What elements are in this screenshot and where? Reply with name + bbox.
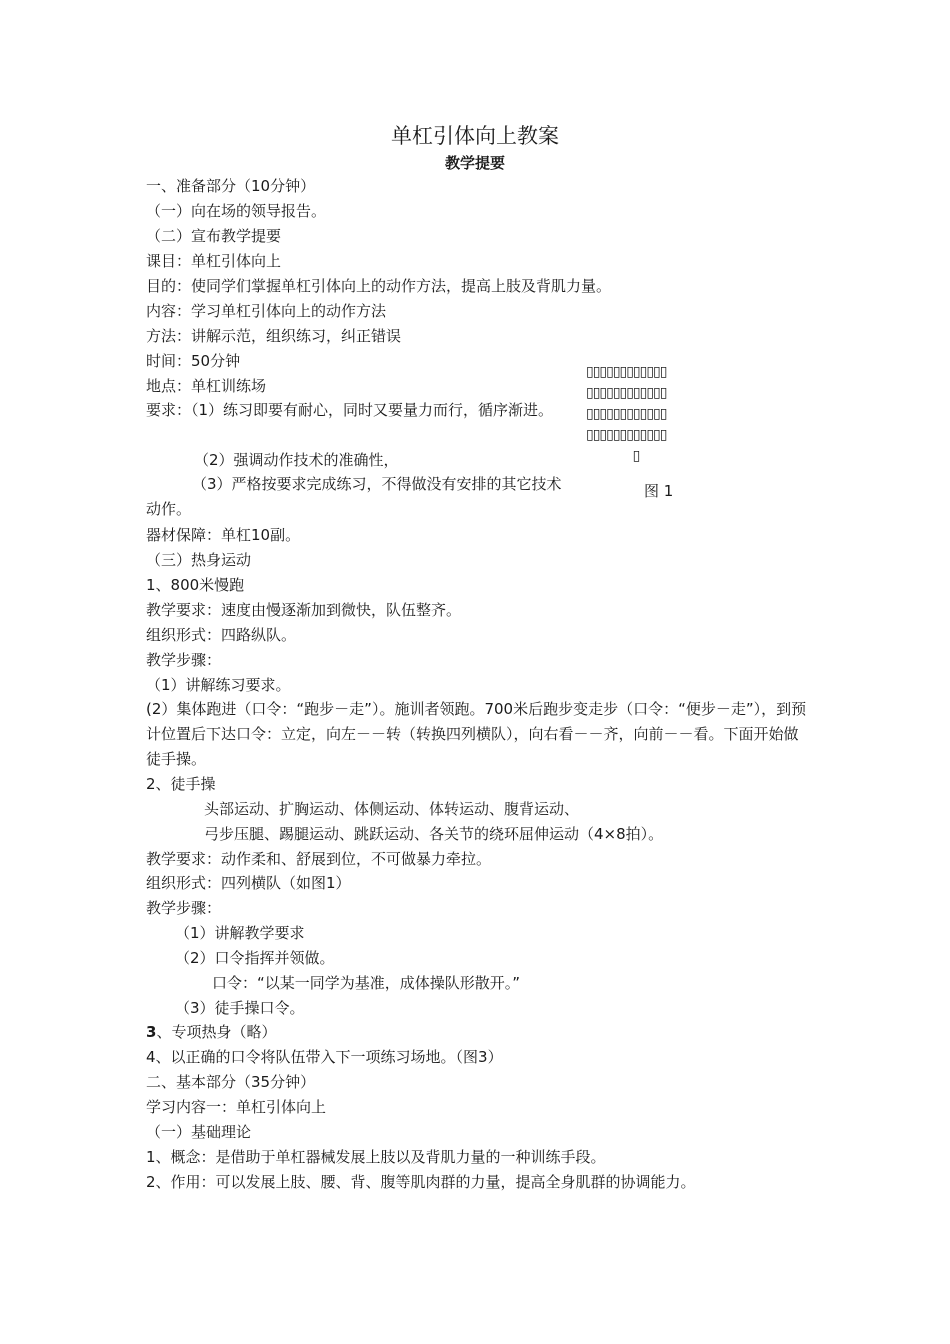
text-line: （二）宣布教学提要	[146, 227, 282, 245]
text-line: 器材保障：单杠10副。	[146, 526, 301, 544]
section-heading-prep: 一、准备部分（10分钟）	[146, 177, 316, 195]
glyph-row: ▯▯▯▯▯▯▯▯▯▯▯▯	[586, 364, 667, 380]
text-line: 2、徒手操	[146, 775, 216, 793]
text-line: 1、概念：是借助于单杠器械发展上肢以及背肌力量的一种训练手段。	[146, 1148, 606, 1166]
text-line: 地点：单杠训练场	[146, 377, 267, 395]
text-line: 课目：单杠引体向上	[146, 252, 282, 270]
text-line: 教学要求：速度由慢逐渐加到微快，队伍整齐。	[146, 601, 462, 619]
document-title: 单杠引体向上教案	[391, 124, 559, 148]
text-line: 组织形式：四列横队（如图1）	[146, 874, 351, 892]
text-line: （1）讲解练习要求。	[146, 676, 291, 694]
text-line: 时间：50分钟	[146, 352, 241, 370]
text-line: 学习内容一：单杠引体向上	[146, 1098, 327, 1116]
text-line: 教学步骤：	[146, 651, 222, 669]
text-line: 1、800米慢跑	[146, 576, 245, 594]
text-line: （一）向在场的领导报告。	[146, 202, 327, 220]
text-line: 内容：学习单杠引体向上的动作方法	[146, 302, 387, 320]
text-line: 4、以正确的口令将队伍带入下一项练习场地。（图3）	[146, 1048, 503, 1066]
section-heading-basic: 二、基本部分（35分钟）	[146, 1073, 316, 1091]
glyph-row: ▯▯▯▯▯▯▯▯▯▯▯▯	[586, 427, 667, 443]
text-line: 弓步压腿、踢腿运动、跳跃运动、各关节的绕环屈伸运动（4×8拍）。	[204, 825, 664, 843]
text-line: 组织形式：四路纵队。	[146, 626, 297, 644]
text-line: 教学步骤：	[146, 899, 222, 917]
text-paragraph: （3）严格按要求完成练习，不得做没有安排的其它技术动作。	[146, 475, 562, 518]
text-line: 头部运动、扩胸运动、体侧运动、体转运动、腹背运动、	[204, 800, 580, 818]
text-paragraph: (2）集体跑进（口令：“跑步－走”）。施训者领跑。700米后跑步变走步（口令：“便步－走”），到预计位置后下达口令：立定，向左－－转（转换四列横队），向右看－－齐，向前－－看。下面开始做徒手操。	[146, 700, 807, 768]
text-line: 2、作用：可以发展上肢、腰、背、腹等肌肉群的力量，提高全身肌群的协调能力。	[146, 1173, 696, 1191]
text-line: 目的：使同学们掌握单杠引体向上的动作方法，提高上肢及背肌力量。	[146, 277, 612, 295]
text-line	[146, 1022, 276, 1043]
text-line: （2）强调动作技术的准确性，	[194, 451, 399, 469]
text-line: 方法：讲解示范，组织练习，纠正错误	[146, 327, 402, 345]
figure-caption: 图 1	[644, 482, 674, 500]
text-paragraph: 要求：（1）练习即要有耐心，同时又要量力而行，循序渐进。	[146, 401, 554, 419]
glyph-row: ▯	[632, 448, 640, 464]
text-line: 教学要求：动作柔和、舒展到位，不可做暴力牵拉。	[146, 850, 492, 868]
text-span: 、专项热身（略）	[156, 1023, 277, 1041]
document-subtitle: 教学提要	[444, 154, 505, 172]
glyph-row: ▯▯▯▯▯▯▯▯▯▯▯▯	[586, 385, 667, 401]
figure-placeholder-glyphs	[586, 362, 686, 467]
glyph-row: ▯▯▯▯▯▯▯▯▯▯▯▯	[586, 406, 667, 422]
text-line: （一）基础理论	[146, 1123, 252, 1141]
text-line: （3）徒手操口令。	[175, 999, 305, 1017]
bold-number: 3	[146, 1023, 157, 1041]
text-line: （1）讲解教学要求	[175, 924, 305, 942]
text-line: （三）热身运动	[146, 551, 252, 569]
text-line: （2）口令指挥并领做。	[175, 949, 335, 967]
text-line: 口令：“以某一同学为基准，成体操队形散开。”	[212, 974, 521, 992]
